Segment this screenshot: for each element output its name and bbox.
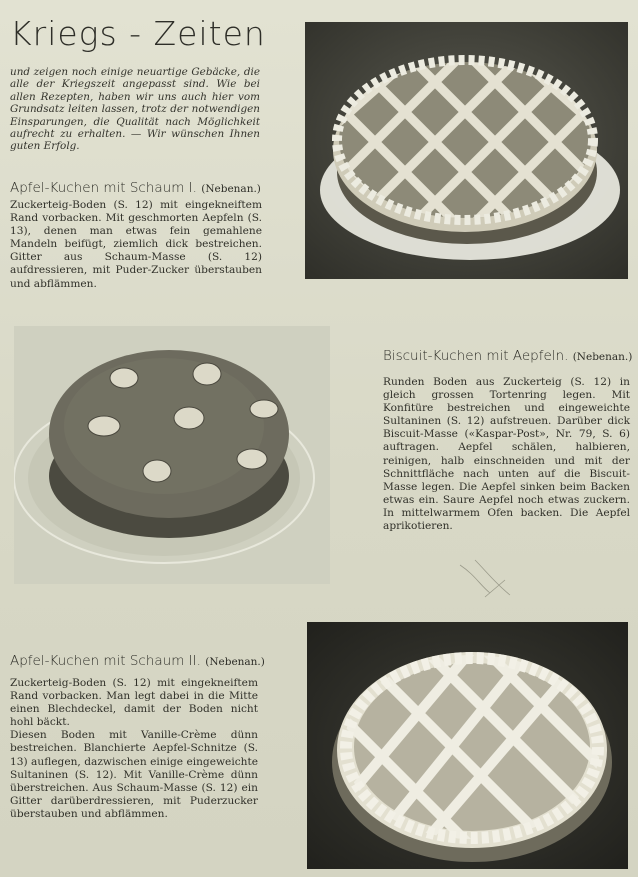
recipe-3-heading xyxy=(10,653,265,669)
recipe-3-title: Apfel-Kuchen mit Schaum II. xyxy=(10,653,201,669)
photo-lattice-cake xyxy=(305,22,628,279)
photo-biscuit-cake xyxy=(14,326,330,584)
intro-text: und zeigen noch einige neuartige Gebäcke, die alle der Kriegszeit angepasst sind. Wie bei allen Rezepten, haben wir uns auch hier vom Grundsatz leiten lassen, trotz der notwendigen Einsparungen, die Qualität nach Möglichkeit aufrecht zu erhalten. — Wir wünschen Ihnen guten Erfolg. xyxy=(10,66,260,153)
recipe-1-heading xyxy=(10,180,261,196)
recipe-1-title: Apfel-Kuchen mit Schaum I. xyxy=(10,180,197,196)
recipe-3-note: (Nebenan.) xyxy=(205,656,265,668)
photo-meringue-cake xyxy=(307,622,628,869)
pencil-scribble xyxy=(455,555,525,600)
recipe-3-text xyxy=(10,677,258,821)
recipe-3-text-part2: Diesen Boden mit Vanille-Crème dünn bestreichen. Blanchierte Aepfel-Schnitze (S. 13) auflegen, dazwischen einige eingeweichte Sultaninen (S. 12). Mit Vanille-Crème dünn überstreichen. Aus Schaum-Masse (S. 12) ein Gitter darüberdressieren, mit Puderzucker überstauben und abflämmen. xyxy=(10,729,258,820)
recipe-1-text: Zuckerteig-Boden (S. 12) mit eingekneiftem Rand vorbacken. Mit geschmorten Aepfeln (S. 13), denen man etwas fein gemahlene Mandeln beifügt, ziemlich dick bestreichen. Gitter aus Schaum-Masse (S. 12) aufdressieren, mit Puder-Zucker überstauben und abflämmen. xyxy=(10,199,262,290)
page-title: Kriegs - Zeiten xyxy=(10,14,266,53)
recipe-2-text: Runden Boden aus Zuckerteig (S. 12) in gleich grossen Tortenring legen. Mit Konfitüre bestreichen und eingeweichte Sultaninen (S. 12) aufstreuen. Darüber dick Biscuit-Masse («Kaspar-Post», Nr. 79, S. 6) auftragen. Aepfel schälen, halbieren, reinigen, halb einschneiden und mit der Schnittfläche nach unten auf die Biscuit-Masse legen. Die Aepfel sinken beim Backen etwas ein. Saure Aepfel noch etwas zuckern. In mittelwarmem Ofen backen. Die Aepfel aprikotieren. xyxy=(383,376,630,533)
recipe-2-note: (Nebenan.) xyxy=(572,351,633,363)
recipe-1-note: (Nebenan.) xyxy=(201,183,261,195)
recipe-2-title: Biscuit-Kuchen mit Aepfeln. xyxy=(383,348,569,364)
recipe-3-text-part1: Zuckerteig-Boden (S. 12) mit eingekneiftem Rand vorbacken. Man legt dabei in die Mitte einen Blechdeckel, damit der Boden nicht hohl bäckt. xyxy=(10,677,258,729)
recipe-2-heading xyxy=(383,348,632,364)
